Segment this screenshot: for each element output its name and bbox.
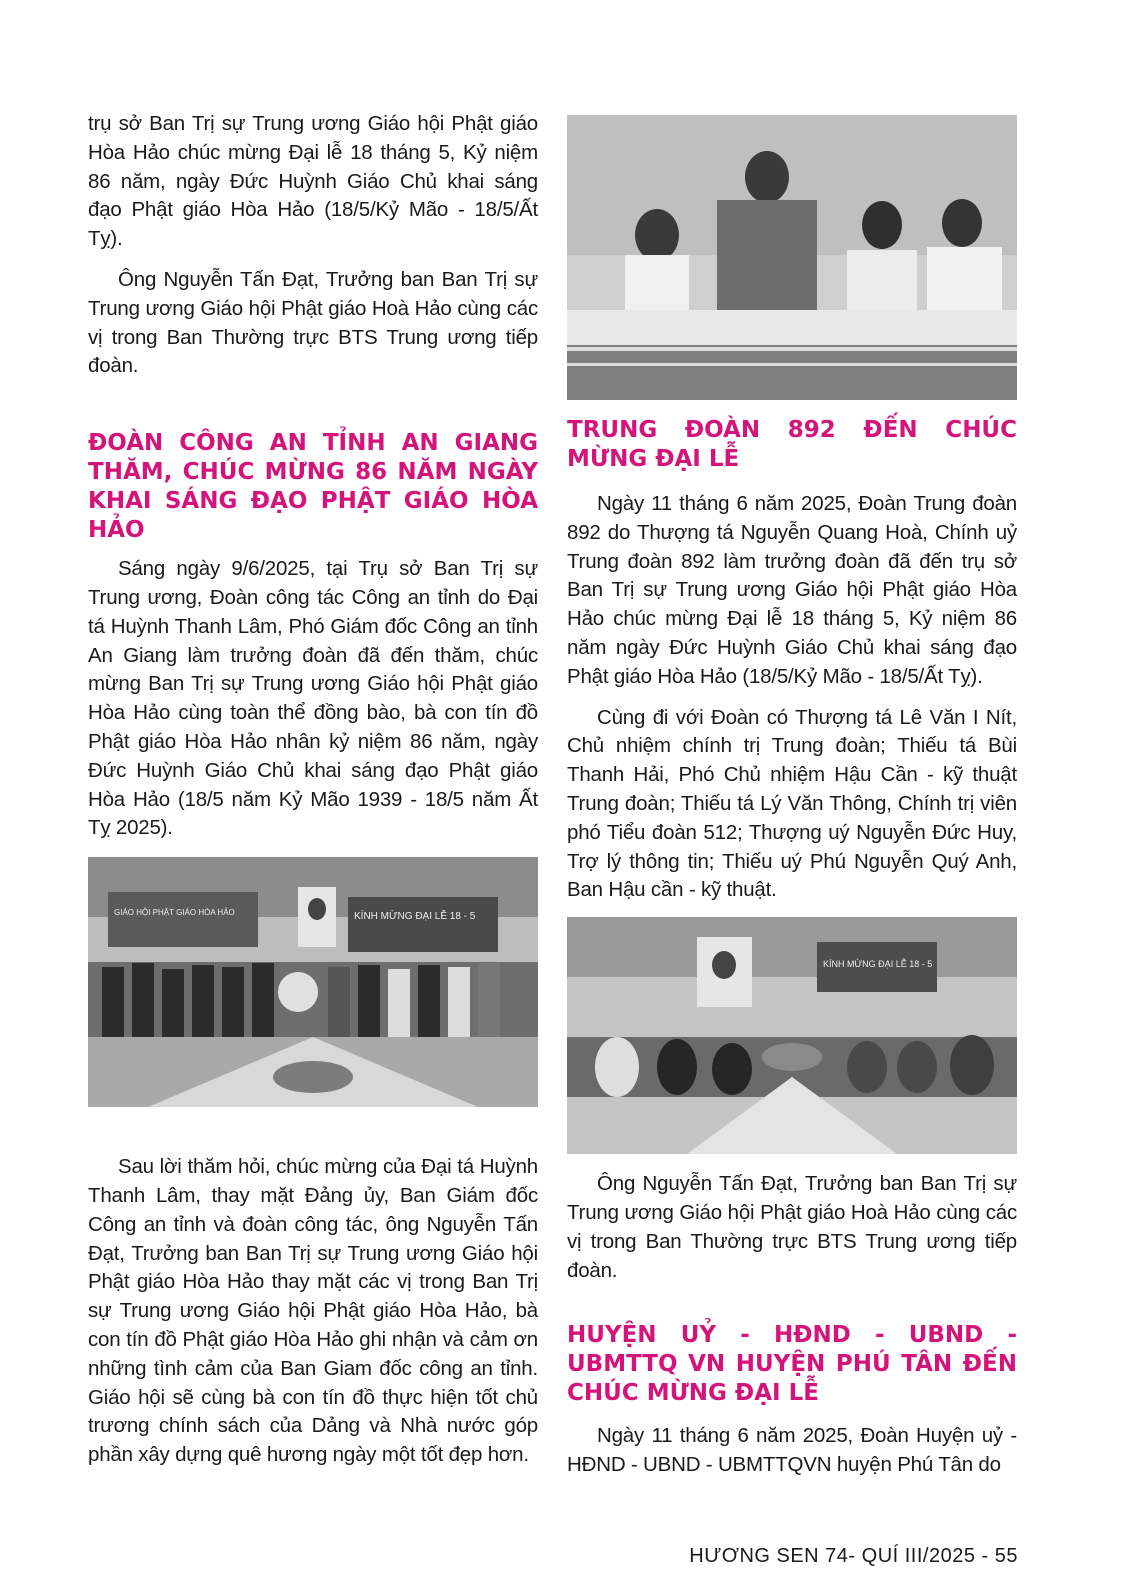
photo-banner-text: KÍNH MỪNG ĐẠI LỄ 18 - 5 <box>354 911 476 923</box>
article-paragraph: trụ sở Ban Trị sự Trung ương Giáo hội Phật giáo Hòa Hảo chúc mừng Đại lễ 18 tháng 5, Kỷ niệm 86 năm, ngày Đức Huỳnh Giáo Chủ khai sáng đạo Phật giáo Hòa Hảo (18/5/Kỷ Mão - 18/5/Ất Tỵ). <box>88 112 538 251</box>
photo-banner-text: KÍNH MỪNG ĐẠI LỄ 18 - 5 <box>823 959 933 970</box>
article-paragraph: Ông Nguyễn Tấn Đạt, Trưởng ban Ban Trị sự Trung ương Giáo hội Phật giáo Hoà Hảo cùng các vị trong Ban Thường trực BTS Trung ương tiếp đoàn. <box>567 1172 1017 1282</box>
photo-group-ceremony <box>88 857 538 1107</box>
photo-banner-text: GIÁO HỘI PHẬT GIÁO HÒA HẢO <box>114 908 235 918</box>
page-footer: HƯƠNG SEN 74- QUÍ III/2025 - 55 <box>689 1545 1018 1567</box>
photo-reception-hall <box>567 917 1017 1154</box>
article-paragraph: Ngày 11 tháng 6 năm 2025, Đoàn Trung đoàn 892 do Thượng tá Nguyễn Quang Hoà, Chính uỷ Trung đoàn 892 làm trưởng đoàn đã đến trụ sở Ban Trị sự Trung ương Giáo hội Phật giáo Hòa Hảo chúc mừng Đại lễ 18 tháng 5, Kỷ niệm 86 năm ngày Đức Huỳnh Giáo Chủ khai sáng đạo Phật giáo Hòa Hảo (18/5/Kỷ Mão - 18/5/Ất Tỵ). <box>567 492 1017 688</box>
section-heading-trung-doan: TRUNG ĐOÀN 892 ĐẾN CHÚC MỪNG ĐẠI LỄ <box>567 417 1017 472</box>
section-heading-huyen-phu-tan: HUYỆN UỶ - HĐND - UBND - UBMTTQ VN HUYỆN PHÚ TÂN ĐẾN CHÚC MỪNG ĐẠI LỄ <box>567 1322 1017 1407</box>
section-heading-cong-an: ĐOÀN CÔNG AN TỈNH AN GIANG THĂM, CHÚC MỪNG 86 NĂM NGÀY KHAI SÁNG ĐẠO PHẬT GIÁO HÒA HẢO <box>88 430 538 544</box>
article-paragraph: Sáng ngày 9/6/2025, tại Trụ sở Ban Trị sự Trung ương, Đoàn công tác Công an tỉnh do Đại tá Huỳnh Thanh Lâm, Phó Giám đốc Công an tỉnh An Giang làm trưởng đoàn đã đến thăm, chúc mừng Ban Trị sự Trung ương Giáo hội Phật giáo Hòa Hảo cùng toàn thể đồng bào, bà con tín đồ Phật giáo Hòa Hảo nhân kỷ niệm 86 năm, ngày Đức Huỳnh Giáo Chủ khai sáng đạo Phật giáo Hòa Hảo (18/5 năm Kỷ Mão 1939 - 18/5 năm Ất Tỵ 2025). <box>88 557 538 840</box>
right-column <box>567 115 1017 1492</box>
article-paragraph: Ngày 11 tháng 6 năm 2025, Đoàn Huyện uỷ - HĐND - UBND - UBMTTQVN huyện Phú Tân do <box>567 1424 1017 1477</box>
article-paragraph: Sau lời thăm hỏi, chúc mừng của Đại tá Huỳnh Thanh Lâm, thay mặt Đảng ủy, Ban Giám đốc Công an tỉnh và đoàn công tác, ông Nguyễn Tấn Đạt, Trưởng ban Ban Trị sự Trung ương Giáo hội Phật giáo Hòa Hảo thay mặt các vị trong Ban Trị sự Trung ương Giáo hội Phật giáo Hòa Hảo, bà con tín đồ Phật giáo Hòa Hảo ghi nhận và cảm ơn những tình cảm của Ban Giam đốc công an tỉnh. Giáo hội sẽ cùng bà con tín đồ thực hiện tốt chủ trương chính sách của Dảng và Nhà nước góp phần xây dựng quê hương ngày một tốt đẹp hơn. <box>88 1155 538 1467</box>
article-paragraph: Cùng đi với Đoàn có Thượng tá Lê Văn I Nít, Chủ nhiệm chính trị Trung đoàn; Thiếu tá Bùi Thanh Hải, Phó Chủ nhiệm Hậu Cần - kỹ thuật Trung đoàn; Thiếu tá Lý Văn Thông, Chính trị viên phó Tiểu đoàn 512; Thượng uý Nguyễn Đức Huy, Trợ lý thông tin; Thiếu uý Phú Nguyễn Quý Anh, Ban Hậu cần - kỹ thuật. <box>567 705 1017 902</box>
article-paragraph: Ông Nguyễn Tấn Đạt, Trưởng ban Ban Trị sự Trung ương Giáo hội Phật giáo Hoà Hảo cùng các vị trong Ban Thường trực BTS Trung ương tiếp đoàn. <box>88 267 538 378</box>
photo-meeting-table <box>567 115 1017 400</box>
left-column <box>88 110 538 1482</box>
